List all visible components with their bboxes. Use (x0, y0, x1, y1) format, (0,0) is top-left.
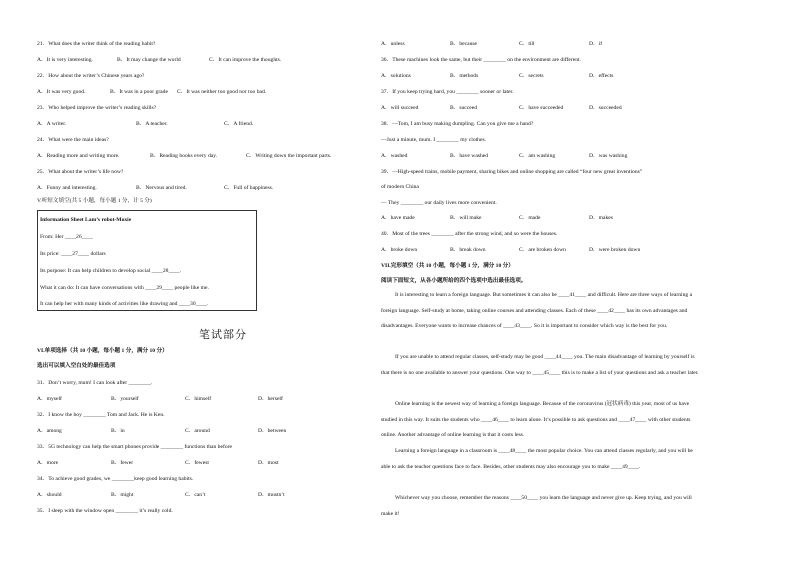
option-b: B．break down (450, 247, 486, 253)
option-a: A．It is very interesting. (37, 57, 93, 63)
option-b: B．methods (450, 73, 479, 79)
option-b: B．will make (450, 215, 482, 221)
info-purpose: Its purpose: It can help children to develop social ____28____. (40, 268, 182, 274)
option-d: D．succeeded (589, 105, 622, 111)
option-a: A．unless (381, 41, 405, 47)
passage-paragraph: If you are unable to attend regular classes, self-study may be good ____44____ you. The main disadvantage of learning by yourself is that there is no one available to answer your questions. One way to ____45____ this is to make a list of your questions and ask a teacher later. (381, 354, 699, 376)
option-d: D．between (258, 428, 287, 434)
passage-paragraph: Online learning is the newest way of learning a foreign language. Because of the coronavirus (冠状病毒) this year, most of us have studied in this way. It suits the students who ____46____ to learn alone. It’s possible to ask questions and ____47____ with other students online. Another advantage of online learning is that it costs less. (381, 401, 691, 438)
option-b: B．might (111, 492, 134, 498)
option-c: C．are broken down (519, 247, 566, 253)
info-help: It can help her with many kinds of activities like drawing and ____30____. (40, 301, 209, 307)
question-stem-line-3: — They ________ our daily lives more convenient. (381, 200, 497, 206)
question-stem: 34．To achieve good grades, we ________keep good learning habits. (37, 476, 194, 482)
option-b: B．yourself (111, 396, 139, 402)
passage-paragraph: Whichever way you choose, remember the reasons ____50____ you learn the language and never give up. Keep trying, and you will make it! (381, 495, 692, 517)
question-stem: 23．Who helped improve the writer’s reading skills? (37, 105, 157, 111)
section-title: VII.完形填空（共 10 小题，每小题 1 分，满分 10 分） (381, 263, 514, 269)
question-stem: 36．These machines look the same, but their ________ on the environment are different. (381, 57, 581, 63)
passage-paragraph: Learning a foreign language in a classroom is ____48____ the most popular choice. You can attend classes regularly, and you will be able to ask the teacher questions face to face. Besides, other students may also encourage you to make ____49____. (381, 448, 693, 470)
question-stem-line-2: —Just a minute, mum. I ________ my clothes. (381, 137, 487, 143)
option-d: D．were broken down (589, 247, 641, 253)
option-c: C．am washing (519, 153, 556, 159)
option-c: C．himself (185, 396, 212, 402)
option-a: A．Funny and interesting. (37, 185, 97, 191)
option-c: C．secrets (519, 73, 544, 79)
option-c: C．made (519, 215, 541, 221)
section-subtitle: 选出可以填入空白处的最佳选项 (37, 363, 116, 369)
question-stem: 33．5G technology can help the smart phones provide ________ functions than before (37, 444, 232, 450)
section-title: V.听短文填空(共 5 小题，每小题 1 分，计 5 分) (37, 198, 152, 204)
option-d: D．if (589, 41, 603, 47)
option-a: A．will succeed (381, 105, 419, 111)
question-stem: 32．I know the boy ________ Tom and Jack. He is Ken. (37, 412, 165, 418)
option-a: A．more (37, 460, 59, 466)
question-stem: 21．What does the writer think of the reading habit? (37, 41, 156, 47)
written-part-heading: 笔试部分 (199, 329, 247, 341)
option-c: C．fewest (185, 460, 209, 466)
option-a: A．washed (381, 153, 408, 159)
section-subtitle: 阅读下面短文，从各小题所给的四个选项中选出最佳选项。 (381, 278, 527, 284)
option-c: C．have succeeded (519, 105, 564, 111)
option-c: C．It can improve the thoughts. (209, 57, 282, 63)
option-b: B．because (450, 41, 478, 47)
option-a: A．solutions (381, 73, 411, 79)
option-a: A．It was very good. (37, 89, 86, 95)
question-stem: 38．—Tom, I am busy making dumpling. Can you give me a hand? (381, 121, 534, 127)
option-a: A．broke down (381, 247, 418, 253)
option-c: C．Full of happiness. (224, 185, 274, 191)
question-stem: 22．How about the writer’s Chinese years ago? (37, 73, 145, 79)
info-title: Information Sheet Lam’s robot-Moxie (40, 217, 132, 223)
option-a: A．A writer. (37, 121, 67, 127)
option-b: B．in (111, 428, 125, 434)
option-d: D．was washing (589, 153, 628, 159)
option-b: B．have washed (450, 153, 489, 159)
option-b: B．It may change the world (117, 57, 181, 63)
option-c: C．It was neither too good nor too bad. (177, 89, 267, 95)
info-can-do: What it can do: It can have conversations with ____29____ people like me. (40, 285, 209, 291)
passage-paragraph: It is interesting to learn a foreign language. But sometimes it can also be ____41____ and difficult. Here are three ways of learning a foreign language. Self-study at home, taking online courses and attending classes. Each of these ____42____ has its own advantages and disadvantages. Everyone wants to increase chances of ____43____. So it is important to consider which way is the best for you. (381, 292, 693, 329)
question-stem: 39．—High-speed trains, mobile payment, sharing bikes and online shopping are called “four new great inventions” (381, 169, 643, 175)
question-stem: 35．I sleep with the window open ________ it’s really cold. (37, 508, 173, 514)
option-d: D．most (258, 460, 279, 466)
option-b: B．It was in a poor grade (110, 89, 168, 95)
option-b: B．Nervous and tired. (136, 185, 187, 191)
question-stem: 25．What about the writer’s life now? (37, 169, 124, 175)
option-a: A．myself (37, 396, 62, 402)
option-a: A．among (37, 428, 62, 434)
option-d: D．makes (589, 215, 613, 221)
option-d: D．effects (589, 73, 614, 79)
option-b: B．A teacher. (136, 121, 168, 127)
question-stem-line-2: of modern China (381, 184, 419, 190)
section-title: VI.单项选择（共 10 小题，每小题 1 分，满分 10 分） (37, 348, 168, 354)
option-b: B．fewer (111, 460, 134, 466)
question-stem: 24．What were the main ideas? (37, 137, 109, 143)
option-a: A．have made (381, 215, 415, 221)
option-c: C．till (519, 41, 535, 47)
info-price: Its price: ____27____ dollars (40, 251, 106, 257)
option-b: B．Reading books every day. (150, 153, 218, 159)
option-c: C．can’t (185, 492, 206, 498)
info-from: From: Her ____26____ (40, 234, 93, 240)
option-c: C．A friend. (224, 121, 254, 127)
option-d: D．mustn’t (258, 492, 285, 498)
question-stem: 40．Most of the trees ________ after the strong wind, and so were the houses. (381, 231, 558, 237)
option-c: C．around (185, 428, 210, 434)
option-a: A．should (37, 492, 62, 498)
option-a: A．Reading more and writing more. (37, 153, 120, 159)
option-d: D．herself (258, 396, 283, 402)
question-stem: 31．Don’t worry, mum! I can look after ________. (37, 380, 153, 386)
question-stem: 37．If you keep trying hard, you ________ sooner or later. (381, 89, 514, 95)
information-sheet-box (37, 210, 257, 311)
option-b: B．succeed (450, 105, 478, 111)
option-c: C．Writing down the important parts. (246, 153, 332, 159)
